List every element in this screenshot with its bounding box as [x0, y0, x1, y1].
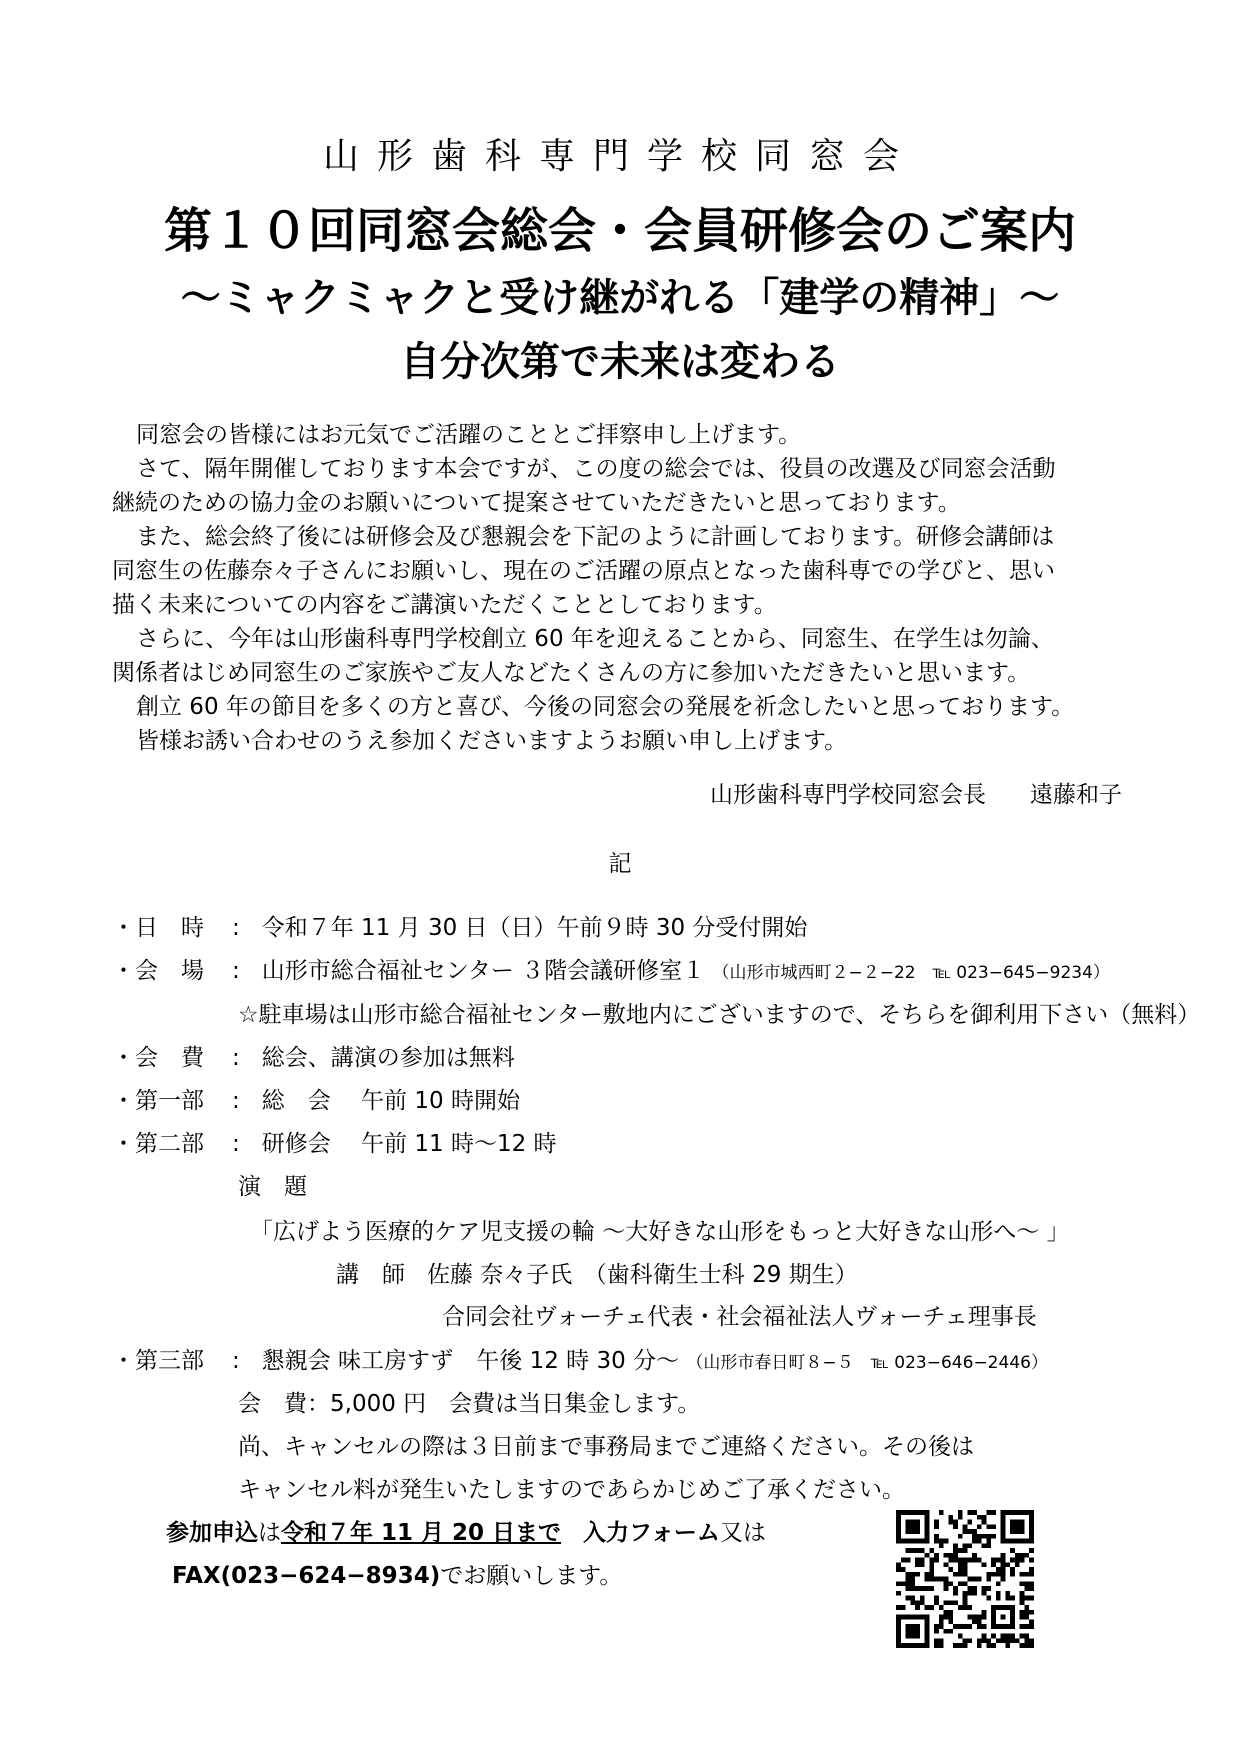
signature — [710, 776, 1122, 809]
body-line: 関係者はじめ同窓生のご家族やご友人などたくさんの方に参加いただきたいと思います。 — [112, 660, 1031, 686]
body-line: 継続のための協力金のお願いについて提案させていただきたいと思っております。 — [112, 490, 961, 516]
detail-value: 山形市総合福祉センター ３階会議研修室１ — [261, 958, 706, 984]
lecturer-name: 佐藤 奈々子氏 （歯科衛生士科 29 期生） — [427, 1262, 858, 1288]
body-line: さて、隔年開催しております本会ですが、この度の総会では、役員の改選及び同窓会活動 — [136, 456, 1056, 482]
signature-title: 山形歯科専門学校同窓会長 — [710, 782, 986, 808]
body-paragraph-1 — [112, 418, 1132, 758]
subtitle-theme: ～ミャクミャクと受け継がれる「建学の精神」～ — [180, 275, 1060, 321]
registration-line-2 — [172, 1561, 622, 1591]
body-line: 皆様お誘い合わせのうえ参加くださいますようお願い申し上げます。 — [136, 728, 848, 754]
body-line: また、総会終了後には研修会及び懇親会を下記のように計画しております。研修会講師は — [136, 524, 1055, 550]
lecturer-affiliation: 合同会社ヴォーチェ代表・社会福祉法人ヴォーチェ理事長 — [442, 1304, 1037, 1330]
part3-fee: 会 費：5,000 円 会費は当日集金します。 — [238, 1391, 701, 1417]
detail-label: ・第一部 — [112, 1088, 204, 1114]
body-line: さらに、今年は山形歯科専門学校創立 60 年を迎えることから、同窓生、在学生は勿論、 — [136, 626, 1054, 652]
detail-label: ・会 費 — [112, 1045, 204, 1071]
detail-date: ・日 時 : 令和７年 11 月 30 日（日）午前９時 30 分受付開始 — [112, 915, 808, 941]
body-line: 創立 60 年の節目を多くの方と喜び、今後の同窓会の発展を祈念したいと思っております。 — [136, 694, 1075, 720]
subtitle-slogan: 自分次第で未来は変わる — [400, 339, 840, 385]
detail-value: 懇親会 味工房すず 午後 12 時 30 分～ — [261, 1348, 680, 1374]
cancel-note-1: 尚、キャンセルの際は３日前まで事務局までご連絡ください。その後は — [238, 1434, 974, 1460]
detail-value: 総会、講演の参加は無料 — [261, 1045, 515, 1071]
page-title: 第１０回同窓会総会・会員研修会のご案内 — [163, 203, 1076, 259]
registration-form[interactable]: 入力フォーム — [583, 1520, 720, 1546]
signature-name: 遠藤和子 — [1030, 782, 1122, 808]
registration-lead: 参加申込 — [166, 1520, 258, 1546]
body-line: 同窓生の佐藤奈々子さんにお願いし、現在のご活躍の原点となった歯科専での学びと、思い — [112, 558, 1055, 584]
registration-particle: は — [258, 1520, 281, 1546]
organization-name: 山形歯科専門学校同窓会 — [322, 136, 917, 177]
venue-address: （山形市城西町２−２−22 ℡ 023−645−9234） — [712, 963, 1110, 983]
detail-part2: ・第二部 : 研修会 午前 11 時～12 時 — [112, 1131, 557, 1157]
qr-code-icon[interactable] — [896, 1510, 1034, 1648]
registration-fax: FAX(023−624−8934) — [172, 1563, 441, 1589]
lecture-title: 「広げよう医療的ケア児支援の輪 ～大好きな山形をもっと大好きな山形へ～ 」 — [250, 1219, 1070, 1245]
registration-line-1 — [166, 1518, 766, 1548]
detail-label: ・第二部 — [112, 1131, 204, 1157]
cancel-note-2: キャンセル料が発生いたしますのであらかじめご了承ください。 — [238, 1477, 905, 1503]
ki-heading: 記 — [608, 851, 632, 877]
part3-address: （山形市春日町８−５ ℡ 023−646−2446） — [686, 1353, 1048, 1373]
body-line: 同窓会の皆様にはお元気でご活躍のこととご拝察申し上げます。 — [136, 422, 802, 448]
detail-part1: ・第一部 : 総 会 午前 10 時開始 — [112, 1088, 520, 1114]
detail-label: ・会 場 — [112, 958, 204, 984]
registration-closing: でお願いします。 — [440, 1563, 623, 1589]
detail-venue: ・会 場 : 山形市総合福祉センター ３階会議研修室１ （山形市城西町２−２−22 ℡ 023−645−9234） — [112, 958, 1110, 984]
registration-or: 又は — [719, 1520, 766, 1546]
registration-deadline: 令和７年 11 月 20 日まで — [281, 1520, 562, 1546]
detail-label: ・日 時 — [112, 915, 204, 941]
lecturer-label: 講 師 — [336, 1262, 405, 1288]
lecturer — [336, 1260, 858, 1290]
detail-label: ・第三部 — [112, 1348, 204, 1374]
detail-part3: ・第三部 : 懇親会 味工房すず 午後 12 時 30 分～ （山形市春日町８−５ ℡ 023−646−2446） — [112, 1348, 1048, 1374]
detail-value: 研修会 午前 11 時～12 時 — [261, 1131, 557, 1157]
parking-note: ☆駐車場は山形市総合福祉センター敷地内にございますので、そちらを御利用下さい（無料） — [238, 1002, 1201, 1028]
detail-fee: ・会 費 : 総会、講演の参加は無料 — [112, 1045, 515, 1071]
detail-value: 令和７年 11 月 30 日（日）午前９時 30 分受付開始 — [261, 915, 808, 941]
lecture-title-label: 演 題 — [238, 1174, 307, 1200]
body-line: 描く未来についての内容をご講演いただくこととしております。 — [112, 592, 777, 618]
detail-value: 総 会 午前 10 時開始 — [261, 1088, 520, 1114]
